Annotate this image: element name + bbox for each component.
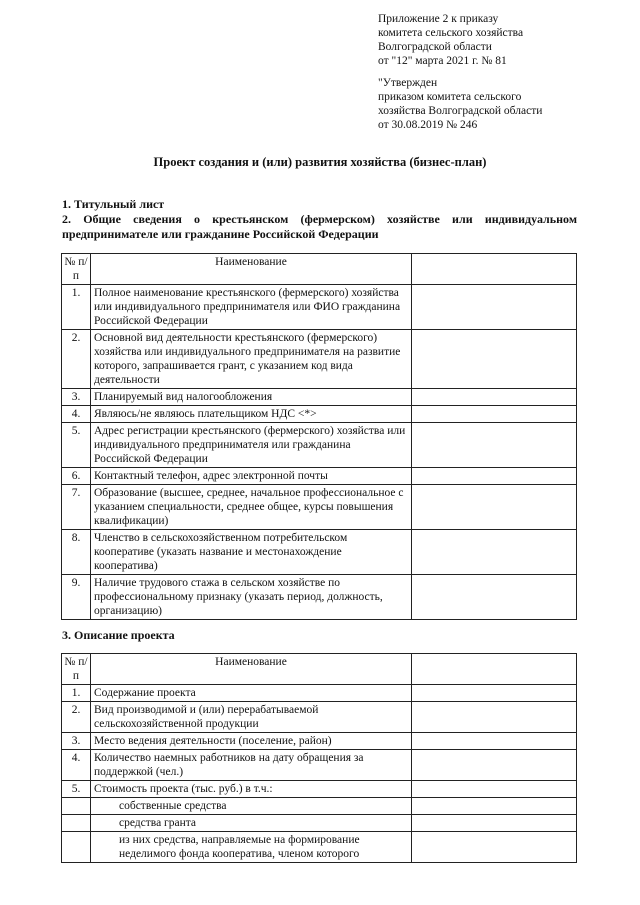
- approved-line: "Утвержден: [378, 77, 438, 89]
- table-row: [62, 285, 577, 330]
- row-name-cell: собственные средства: [91, 798, 412, 815]
- row-number-cell: 4.: [62, 750, 91, 781]
- row-name-cell: Являюсь/не являюсь плательщиком НДС <*>: [91, 406, 412, 423]
- document-title: Проект создания и (или) развития хозяйства (бизнес-план): [153, 155, 487, 169]
- row-name-cell: из них средства, направляемые на формирование неделимого фонда кооператива, членом которого: [91, 832, 412, 863]
- table-row: [62, 702, 577, 733]
- general-info-table: [61, 253, 577, 620]
- row-name-cell: Полное наименование крестьянского (фермерского) хозяйства или индивидуального предпринимателя или ФИО гражданина Российской Федерации: [91, 285, 412, 330]
- value-cell[interactable]: [412, 654, 577, 685]
- table-row: [62, 423, 577, 468]
- table-row: [62, 406, 577, 423]
- section-1-heading: 1. Титульный лист: [62, 197, 165, 211]
- table-row: [62, 781, 577, 798]
- table-row: [62, 798, 577, 815]
- row-number-cell: 5.: [62, 781, 91, 798]
- row-number-cell: 1.: [62, 685, 91, 702]
- row-value-cell[interactable]: [412, 406, 577, 423]
- table-row: [62, 485, 577, 530]
- appendix-line: Приложение 2 к приказу: [378, 13, 499, 25]
- row-value-cell[interactable]: [412, 750, 577, 781]
- row-name-cell: Содержание проекта: [91, 685, 412, 702]
- row-value-cell[interactable]: [412, 530, 577, 575]
- row-name-cell: средства гранта: [91, 815, 412, 832]
- row-name-cell: Количество наемных работников на дату обращения за поддержкой (чел.): [91, 750, 412, 781]
- approved-line: от 30.08.2019 № 246: [378, 119, 478, 131]
- approved-line: хозяйства Волгоградской области: [378, 105, 543, 117]
- row-value-cell[interactable]: [412, 733, 577, 750]
- row-value-cell[interactable]: [412, 389, 577, 406]
- approved-line: приказом комитета сельского: [378, 91, 522, 103]
- table-header-row: [62, 254, 577, 285]
- section-2-heading: 2. Общие сведения о крестьянском (фермерском) хозяйстве или индивидуальном предпринимателе или гражданине Российской Федерации: [62, 212, 577, 241]
- table-row: [62, 575, 577, 620]
- table-row: [62, 468, 577, 485]
- row-name-cell: Основной вид деятельности крестьянского (фермерского) хозяйства или индивидуального предпринимателя на развитие которого, запрашивается грант, с указанием код вида деятельности: [91, 330, 412, 389]
- row-number-cell: [62, 815, 91, 832]
- row-number-cell: 9.: [62, 575, 91, 620]
- table-row: [62, 733, 577, 750]
- row-number-cell: 2.: [62, 702, 91, 733]
- row-number-cell: 2.: [62, 330, 91, 389]
- row-value-cell[interactable]: [412, 575, 577, 620]
- row-number-cell: 6.: [62, 468, 91, 485]
- project-description-table: [61, 653, 577, 863]
- row-value-cell[interactable]: [412, 468, 577, 485]
- table-header-row: [62, 654, 577, 685]
- row-value-cell[interactable]: [412, 485, 577, 530]
- section-3-heading: 3. Описание проекта: [62, 628, 175, 642]
- row-value-cell[interactable]: [412, 702, 577, 733]
- row-name-cell: Вид производимой и (или) перерабатываемой сельскохозяйственной продукции: [91, 702, 412, 733]
- row-number-cell: 1.: [62, 285, 91, 330]
- row-name-cell: Место ведения деятельности (поселение, район): [91, 733, 412, 750]
- row-name-cell: Членство в сельскохозяйственном потребительском кооперативе (указать название и местонахождение кооператива): [91, 530, 412, 575]
- row-value-cell[interactable]: [412, 781, 577, 798]
- row-number-cell: 7.: [62, 485, 91, 530]
- value-cell[interactable]: [412, 254, 577, 285]
- row-number-cell: [62, 832, 91, 863]
- row-name-cell: Образование (высшее, среднее, начальное профессиональное с указанием специальности, среднее общее, курсы повышения квалификации): [91, 485, 412, 530]
- row-number-cell: 3.: [62, 733, 91, 750]
- row-value-cell[interactable]: [412, 423, 577, 468]
- table-row: [62, 750, 577, 781]
- header-name-cell: Наименование: [91, 254, 412, 285]
- row-name-cell: Наличие трудового стажа в сельском хозяйстве по профессиональному признаку (указать период, должность, организацию): [91, 575, 412, 620]
- appendix-line: от "12" марта 2021 г. № 81: [378, 55, 507, 67]
- row-value-cell[interactable]: [412, 330, 577, 389]
- row-name-cell: Адрес регистрации крестьянского (фермерского) хозяйства или индивидуального предпринимателя или гражданина Российской Федерации: [91, 423, 412, 468]
- table-row: [62, 530, 577, 575]
- appendix-line: комитета сельского хозяйства: [378, 27, 524, 39]
- appendix-block: [378, 12, 523, 68]
- row-value-cell[interactable]: [412, 685, 577, 702]
- row-number-cell: [62, 798, 91, 815]
- row-number-cell: 4.: [62, 406, 91, 423]
- table-row: [62, 685, 577, 702]
- row-value-cell[interactable]: [412, 815, 577, 832]
- header-num-cell: № п/п: [62, 254, 91, 285]
- row-number-cell: 3.: [62, 389, 91, 406]
- table-row: [62, 330, 577, 389]
- table-row: [62, 815, 577, 832]
- appendix-line: Волгоградской области: [378, 41, 492, 53]
- row-value-cell[interactable]: [412, 832, 577, 863]
- approved-block: [378, 76, 542, 132]
- row-value-cell[interactable]: [412, 798, 577, 815]
- table-row: [62, 832, 577, 863]
- row-number-cell: 5.: [62, 423, 91, 468]
- header-num-cell: № п/п: [62, 654, 91, 685]
- table-row: [62, 389, 577, 406]
- row-value-cell[interactable]: [412, 285, 577, 330]
- row-name-cell: Стоимость проекта (тыс. руб.) в т.ч.:: [91, 781, 412, 798]
- row-name-cell: Контактный телефон, адрес электронной почты: [91, 468, 412, 485]
- row-name-cell: Планируемый вид налогообложения: [91, 389, 412, 406]
- row-number-cell: 8.: [62, 530, 91, 575]
- header-name-cell: Наименование: [91, 654, 412, 685]
